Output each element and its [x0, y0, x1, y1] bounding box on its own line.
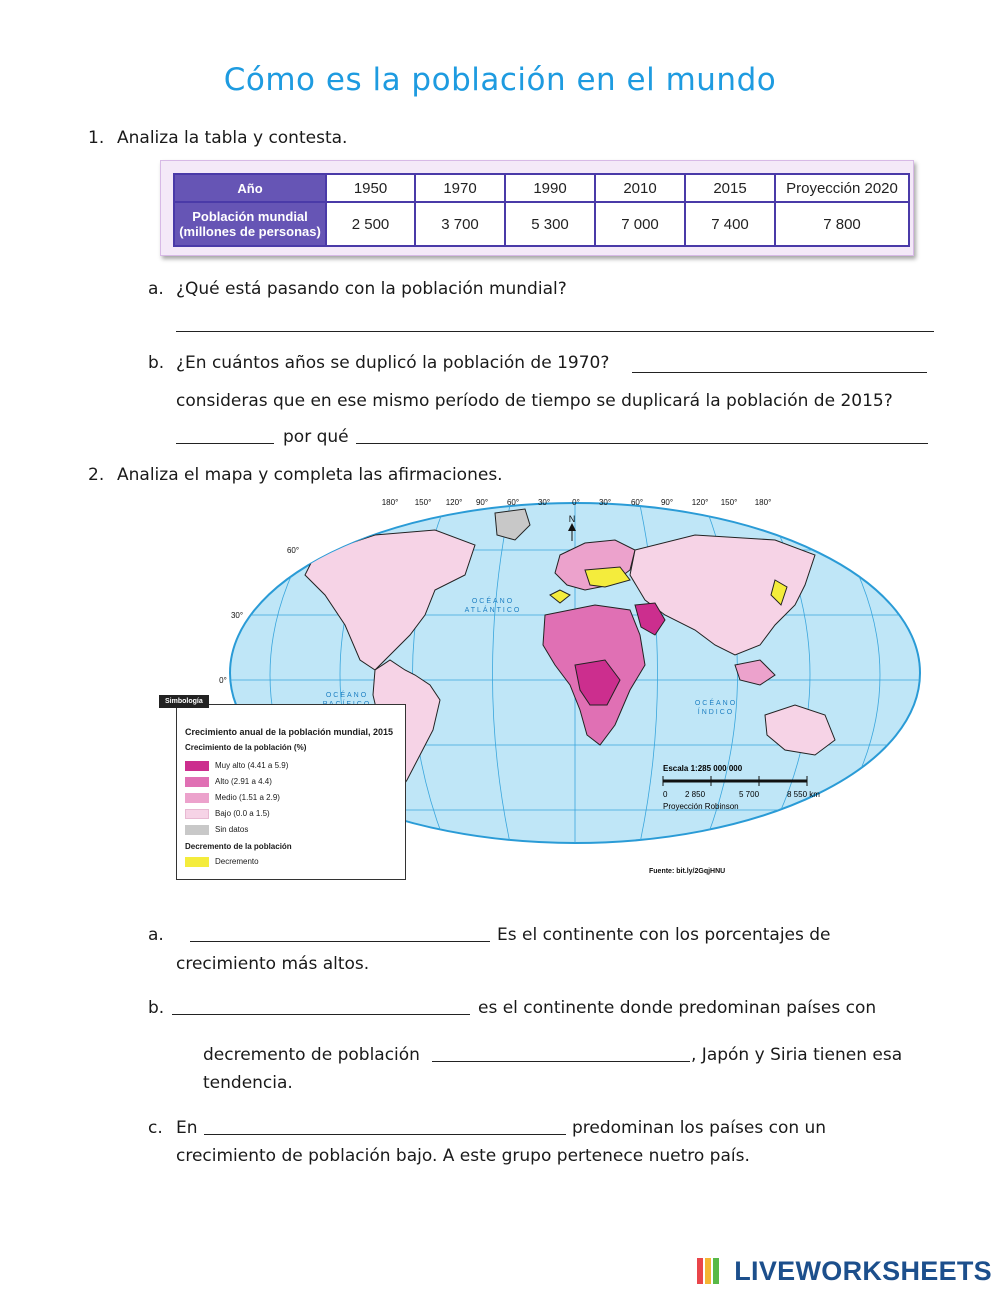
- legend-label: Alto (2.91 a 4.4): [215, 777, 272, 786]
- table-header-population: [174, 202, 326, 246]
- longitude-label: 180°: [381, 498, 399, 507]
- liveworksheets-logo-icon: [697, 1258, 719, 1284]
- q1a-letter: a.: [148, 279, 164, 299]
- scale-tick: 8 550 km: [787, 790, 820, 799]
- longitude-label: 30°: [537, 498, 551, 507]
- longitude-label: 60°: [506, 498, 520, 507]
- scale-tick: 5 700: [739, 790, 760, 799]
- table-value-cell: 7 800: [775, 202, 909, 246]
- question-1-text: Analiza la tabla y contesta.: [117, 128, 348, 148]
- latitude-label: 30°: [230, 611, 244, 620]
- table-value-cell: 2 500: [326, 202, 415, 246]
- map-source: Fuente: bit.ly/2GqjHNU: [649, 868, 726, 875]
- legend-label: Sin datos: [215, 825, 249, 834]
- table-year-cell: 2015: [685, 174, 775, 202]
- table-value-cell: 5 300: [505, 202, 595, 246]
- q2b-countries-blank[interactable]: [432, 1045, 690, 1062]
- longitude-label: 120°: [445, 498, 463, 507]
- ocean-indian-label: ÍNDICO: [697, 709, 735, 716]
- q2c-letter: c.: [148, 1118, 163, 1138]
- legend-swatch: [185, 857, 209, 867]
- brand-name: LIVEWORKSHEETS: [734, 1256, 992, 1286]
- q1b-text-2: consideras que en ese mismo período de tiempo se duplicará la población de 2015?: [176, 391, 893, 411]
- q2b-text-2: decremento de población: [203, 1045, 420, 1065]
- table-year-cell: 1950: [326, 174, 415, 202]
- question-2-number: 2.: [88, 465, 105, 485]
- population-header-line-2: (millones de personas): [179, 224, 321, 239]
- longitude-label: 60°: [630, 498, 644, 507]
- q2b-continent-blank[interactable]: [172, 998, 470, 1015]
- scale-title: Escala 1:285 000 000: [663, 764, 743, 773]
- q2a-answer-blank[interactable]: [190, 925, 490, 942]
- q1a-answer-blank[interactable]: [176, 315, 934, 332]
- q2a-text-1: Es el continente con los porcentajes de: [497, 925, 831, 945]
- legend-swatch: [185, 793, 209, 803]
- q1b-yesno-blank[interactable]: [176, 427, 274, 444]
- question-1-number: 1.: [88, 128, 105, 148]
- table-value-cell: 7 000: [595, 202, 685, 246]
- scale-tick: 0: [663, 790, 668, 799]
- latitude-label: 0°: [219, 676, 227, 685]
- q2a-text-2: crecimiento más altos.: [176, 954, 370, 974]
- q2c-text-3: crecimiento de población bajo. A este grupo pertenece nuetro país.: [176, 1146, 750, 1166]
- page-title: Cómo es la población en el mundo: [223, 62, 777, 98]
- longitude-label: 150°: [414, 498, 432, 507]
- legend-label: Medio (1.51 a 2.9): [215, 793, 280, 802]
- table-year-cell: 1990: [505, 174, 595, 202]
- q2c-answer-blank[interactable]: [204, 1118, 566, 1135]
- table-year-cell: 1970: [415, 174, 505, 202]
- longitude-label: 30°: [598, 498, 612, 507]
- q2b-text-1: es el continente donde predominan países con: [478, 998, 877, 1018]
- q2c-text-1: En: [176, 1118, 198, 1138]
- ocean-atlantic-label: OCÉANO: [471, 598, 515, 605]
- q1b-letter: b.: [148, 353, 165, 373]
- legend-growth-header: Crecimiento de la población (%): [185, 743, 307, 752]
- table-value-cell: 7 400: [685, 202, 775, 246]
- map-legend: [165, 698, 406, 880]
- table-header-year: Año: [174, 174, 326, 202]
- legend-tab: Simbología: [159, 695, 209, 708]
- q2c-text-2: predominan los países con un: [572, 1118, 827, 1138]
- legend-label: Decremento: [215, 857, 259, 866]
- table-year-cell: Proyección 2020: [775, 174, 909, 202]
- legend-swatch: [185, 825, 209, 835]
- q1b-text-3: por qué: [283, 427, 349, 447]
- latitude-label: 60°: [286, 546, 300, 555]
- legend-swatch: [185, 761, 209, 771]
- q1b-why-blank[interactable]: [356, 427, 928, 444]
- ocean-pacific-label: OCÉANO: [325, 692, 369, 699]
- legend-swatch: [185, 777, 209, 787]
- projection-label: Proyección Robinson: [663, 802, 739, 811]
- longitude-label: 90°: [475, 498, 489, 507]
- scale-tick: 2 850: [685, 790, 706, 799]
- longitude-label: 120°: [691, 498, 709, 507]
- q1b-text-1: ¿En cuántos años se duplicó la población de 1970?: [176, 353, 610, 373]
- q1b-years-blank[interactable]: [632, 356, 927, 373]
- legend-decrease-header: Decremento de la población: [185, 842, 292, 851]
- legend-title: Crecimiento anual de la población mundial, 2015: [185, 727, 394, 737]
- ocean-atlantic-label: ATLÁNTICO: [464, 607, 522, 614]
- q2b-text-3: , Japón y Siria tienen esa: [691, 1045, 903, 1065]
- table-value-cell: 3 700: [415, 202, 505, 246]
- q2a-letter: a.: [148, 925, 164, 945]
- question-2-text: Analiza el mapa y completa las afirmaciones.: [117, 465, 503, 485]
- population-table-card: [160, 160, 914, 256]
- longitude-label: 180°: [754, 498, 772, 507]
- longitude-label: 0°: [572, 498, 580, 507]
- legend-label: Muy alto (4.41 a 5.9): [215, 761, 289, 770]
- ocean-indian-label: OCÉANO: [694, 700, 738, 707]
- q2b-letter: b.: [148, 998, 165, 1018]
- population-table: [173, 173, 910, 247]
- legend-swatch: [185, 809, 209, 819]
- legend-label: Bajo (0.0 a 1.5): [215, 809, 270, 818]
- q2b-text-4: tendencia.: [203, 1073, 293, 1093]
- population-header-line-1: Población mundial: [192, 209, 308, 224]
- longitude-label: 90°: [660, 498, 674, 507]
- table-year-cell: 2010: [595, 174, 685, 202]
- north-label: N: [568, 514, 576, 524]
- longitude-label: 150°: [720, 498, 738, 507]
- q1a-text: ¿Qué está pasando con la población mundial?: [176, 279, 567, 299]
